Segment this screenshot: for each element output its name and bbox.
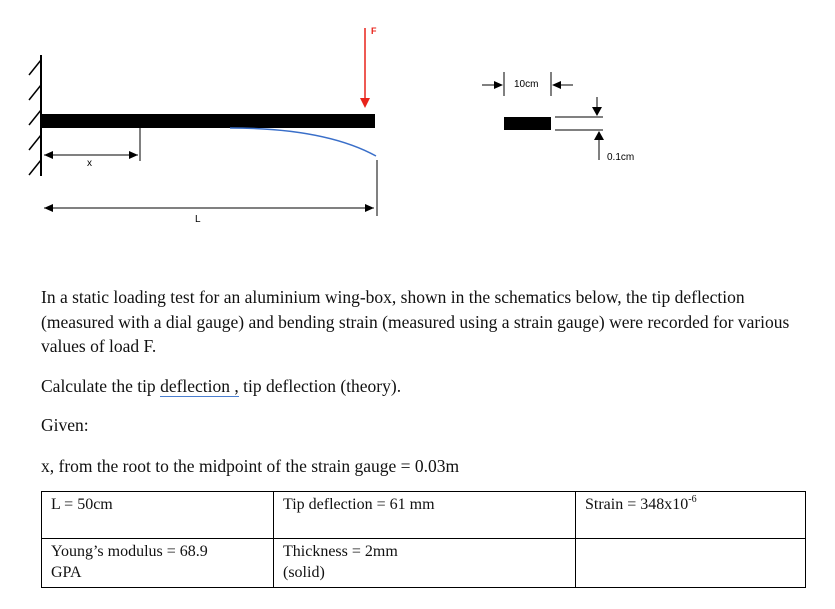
table-row <box>42 539 806 588</box>
thickness-dimension <box>555 97 604 160</box>
x-dimension <box>44 128 140 161</box>
strain-value: Strain = 348x10 <box>585 496 689 513</box>
length-label: L <box>195 214 201 225</box>
given-values-table <box>41 491 806 588</box>
intro-paragraph: In a static loading test for an aluminium wing-box, shown in the schematics below, the tip deflection (measured with a dial gauge) and bending strain (measured using a strain gauge) were recorded for various values of load F. <box>41 287 790 356</box>
deflection-link[interactable]: deflection , <box>160 376 239 396</box>
calculate-instruction <box>41 374 401 399</box>
force-arrow <box>360 28 370 108</box>
table-row <box>42 492 806 539</box>
cross-section <box>504 117 551 130</box>
x-label: x <box>87 158 92 169</box>
thickness-cell <box>274 539 576 588</box>
deflection-curve <box>230 128 376 156</box>
strain-cell <box>576 492 806 539</box>
strain-exponent: -6 <box>688 494 697 505</box>
youngs-modulus-cell <box>42 539 274 588</box>
given-heading: Given: <box>41 415 89 435</box>
tip-deflection-cell: Tip deflection = 61 mm <box>274 492 576 539</box>
youngs-line-2: GPA <box>51 564 82 581</box>
beam-schematic <box>0 0 835 260</box>
thickness-label: 0.1cm <box>607 152 635 163</box>
empty-cell <box>576 539 806 588</box>
length-dimension <box>44 160 377 216</box>
cantilever-beam <box>41 114 375 128</box>
calc-text-after: tip deflection (theory). <box>238 376 402 396</box>
length-cell: L = 50cm <box>42 492 274 539</box>
x-definition: x, from the root to the midpoint of the strain gauge = 0.03m <box>41 456 460 476</box>
width-label: 10cm <box>514 79 539 90</box>
youngs-line-1: Young’s modulus = 68.9 <box>51 543 208 560</box>
thickness-line-2: (solid) <box>283 564 325 581</box>
fixed-wall-support <box>29 55 41 176</box>
force-label: F <box>371 26 377 36</box>
thickness-line-1: Thickness = 2mm <box>283 543 398 560</box>
calc-text-before: Calculate the tip <box>41 376 161 396</box>
